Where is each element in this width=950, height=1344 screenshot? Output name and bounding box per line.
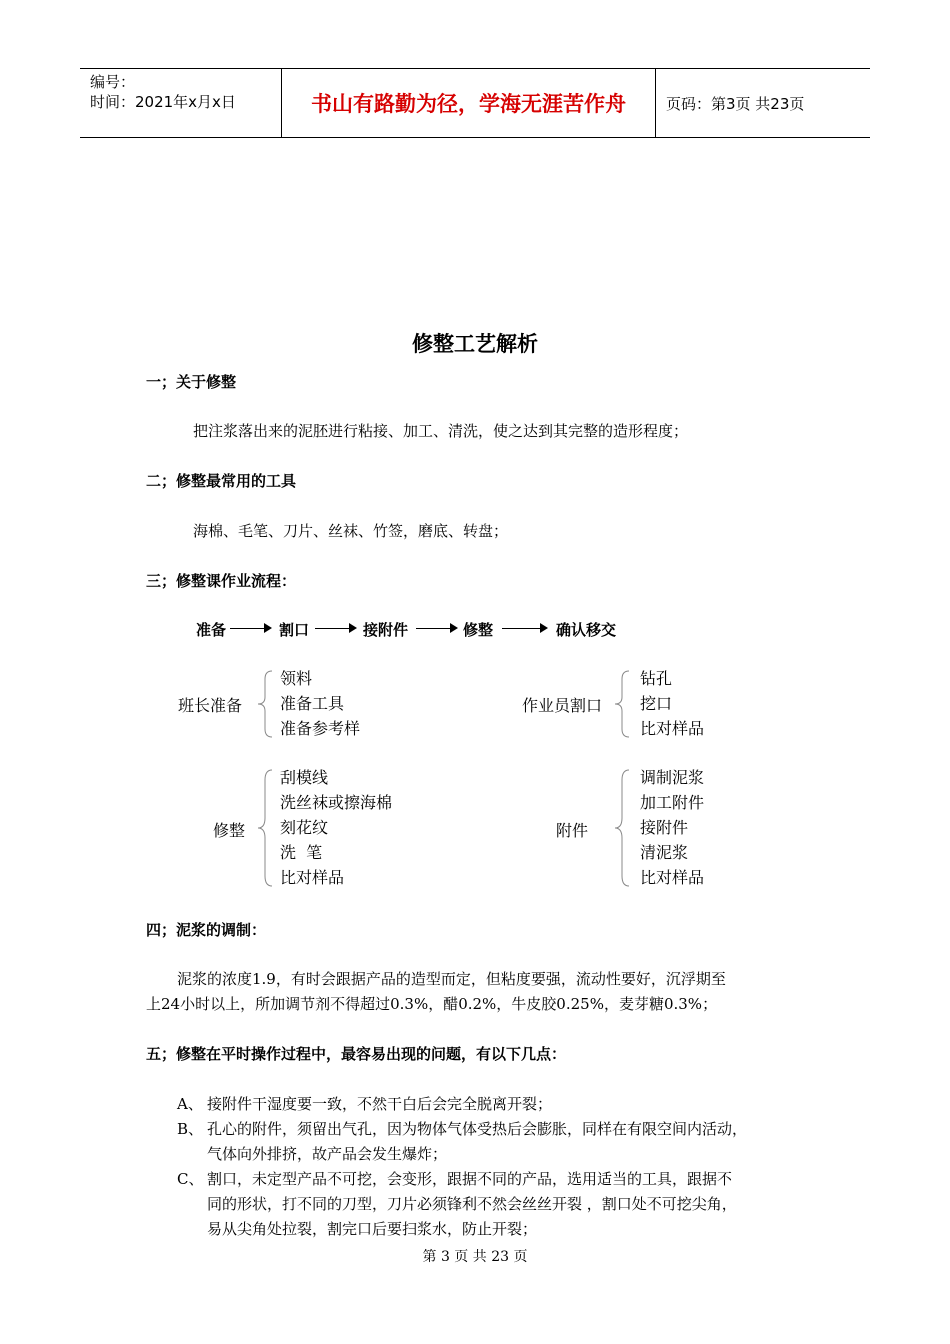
list-item: 洗丝袜或擦海棉 xyxy=(280,793,393,812)
number-label: 编号： xyxy=(90,73,136,91)
list-item: 加工附件 xyxy=(640,793,705,812)
list-item: 刮模线 xyxy=(280,768,329,787)
section-1-text: 把注浆落出来的泥胚进行粘接、加工、清洗，使之达到其完整的造形程度； xyxy=(193,422,689,440)
group-label: 修整 xyxy=(213,821,246,840)
list-item: 准备工具 xyxy=(280,694,345,713)
page-header xyxy=(80,68,870,138)
flow-step: 修整 xyxy=(463,621,494,639)
group-list xyxy=(640,666,704,741)
group-list xyxy=(280,666,360,741)
flow-arrow xyxy=(315,628,355,629)
flow-step: 确认移交 xyxy=(556,621,617,639)
list-item-text: 割口，未定型产品不可挖，会变形，跟据不同的产品，选用适当的工具，跟据不 xyxy=(207,1170,733,1188)
header-page-label: 页码：第3页 共23页 xyxy=(666,94,805,113)
group-list xyxy=(640,765,704,890)
list-item: 清泥浆 xyxy=(640,843,689,862)
page-footer: 第 3 页 共 23 页 xyxy=(422,1249,528,1265)
document-title: 修整工艺解析 xyxy=(412,332,538,356)
section-4-heading: 四；泥浆的调制： xyxy=(146,921,267,939)
section-4-line-2: 上24小时以上，所加调节剂不得超过0.3%，醋0.2%，牛皮胶0.25%，麦芽糖0.3%； xyxy=(146,995,718,1013)
list-item: 调制泥浆 xyxy=(640,768,705,787)
list-marker: C、 xyxy=(177,1170,204,1188)
group-label: 附件 xyxy=(556,821,589,840)
header-meta xyxy=(80,69,281,137)
list-item: 刻花纹 xyxy=(280,818,329,837)
list-marker: A、 xyxy=(177,1095,203,1113)
section-2-heading: 二；修整最常用的工具 xyxy=(146,472,297,490)
list-item: 挖口 xyxy=(640,694,673,713)
section-2-text: 海棉、毛笔、刀片、丝袜、竹签，磨底、转盘； xyxy=(193,522,509,540)
list-item-text: 易从尖角处拉裂，割完口后要扫浆水，防止开裂； xyxy=(207,1220,538,1238)
list-item: 领料 xyxy=(280,669,313,688)
list-item: 比对样品 xyxy=(640,719,705,738)
flow-step: 准备 xyxy=(196,621,227,639)
list-item: 比对样品 xyxy=(280,868,345,887)
list-item: 准备参考样 xyxy=(280,719,361,738)
section-4-line-1: 泥浆的浓度1.9，有时会跟据产品的造型而定，但粘度要强，流动性要好，沉浮期至 xyxy=(177,970,726,988)
flow-step: 割口 xyxy=(279,621,310,639)
group-label: 班长准备 xyxy=(178,696,243,715)
list-item: 比对样品 xyxy=(640,868,705,887)
list-item: 洗 笔 xyxy=(280,843,323,862)
list-item-text: 孔心的附件，须留出气孔，因为物体气体受热后会膨胀，同样在有限空间内活动， xyxy=(207,1120,748,1138)
group-list xyxy=(280,765,392,890)
time-label: 时间：2021年x月x日 xyxy=(90,93,236,111)
brace-icon xyxy=(613,669,633,739)
group-label: 作业员割口 xyxy=(522,696,603,715)
section-1-heading: 一；关于修整 xyxy=(146,373,237,391)
list-item: 钻孔 xyxy=(640,669,673,688)
list-marker: B、 xyxy=(177,1120,204,1138)
flow-arrow xyxy=(416,628,456,629)
list-item-text: 同的形状，打不同的刀型，刀片必须锋利不然会丝丝开裂 ，割口处不可挖尖角， xyxy=(207,1195,737,1213)
flow-step: 接附件 xyxy=(363,621,409,639)
section-3-heading: 三；修整课作业流程： xyxy=(146,572,297,590)
list-item: 接附件 xyxy=(640,818,689,837)
header-motto: 书山有路勤为径，学海无涯苦作舟 xyxy=(281,69,656,137)
brace-icon xyxy=(613,768,633,888)
list-item-text: 气体向外排挤，故产品会发生爆炸； xyxy=(207,1145,448,1163)
flow-arrow xyxy=(230,628,270,629)
list-item-text: 接附件干湿度要一致，不然干白后会完全脱离开裂； xyxy=(207,1095,553,1113)
brace-icon xyxy=(256,669,276,739)
flow-arrow xyxy=(502,628,546,629)
section-5-heading: 五；修整在平时操作过程中，最容易出现的问题，有以下几点： xyxy=(146,1045,567,1063)
brace-icon xyxy=(256,768,276,888)
